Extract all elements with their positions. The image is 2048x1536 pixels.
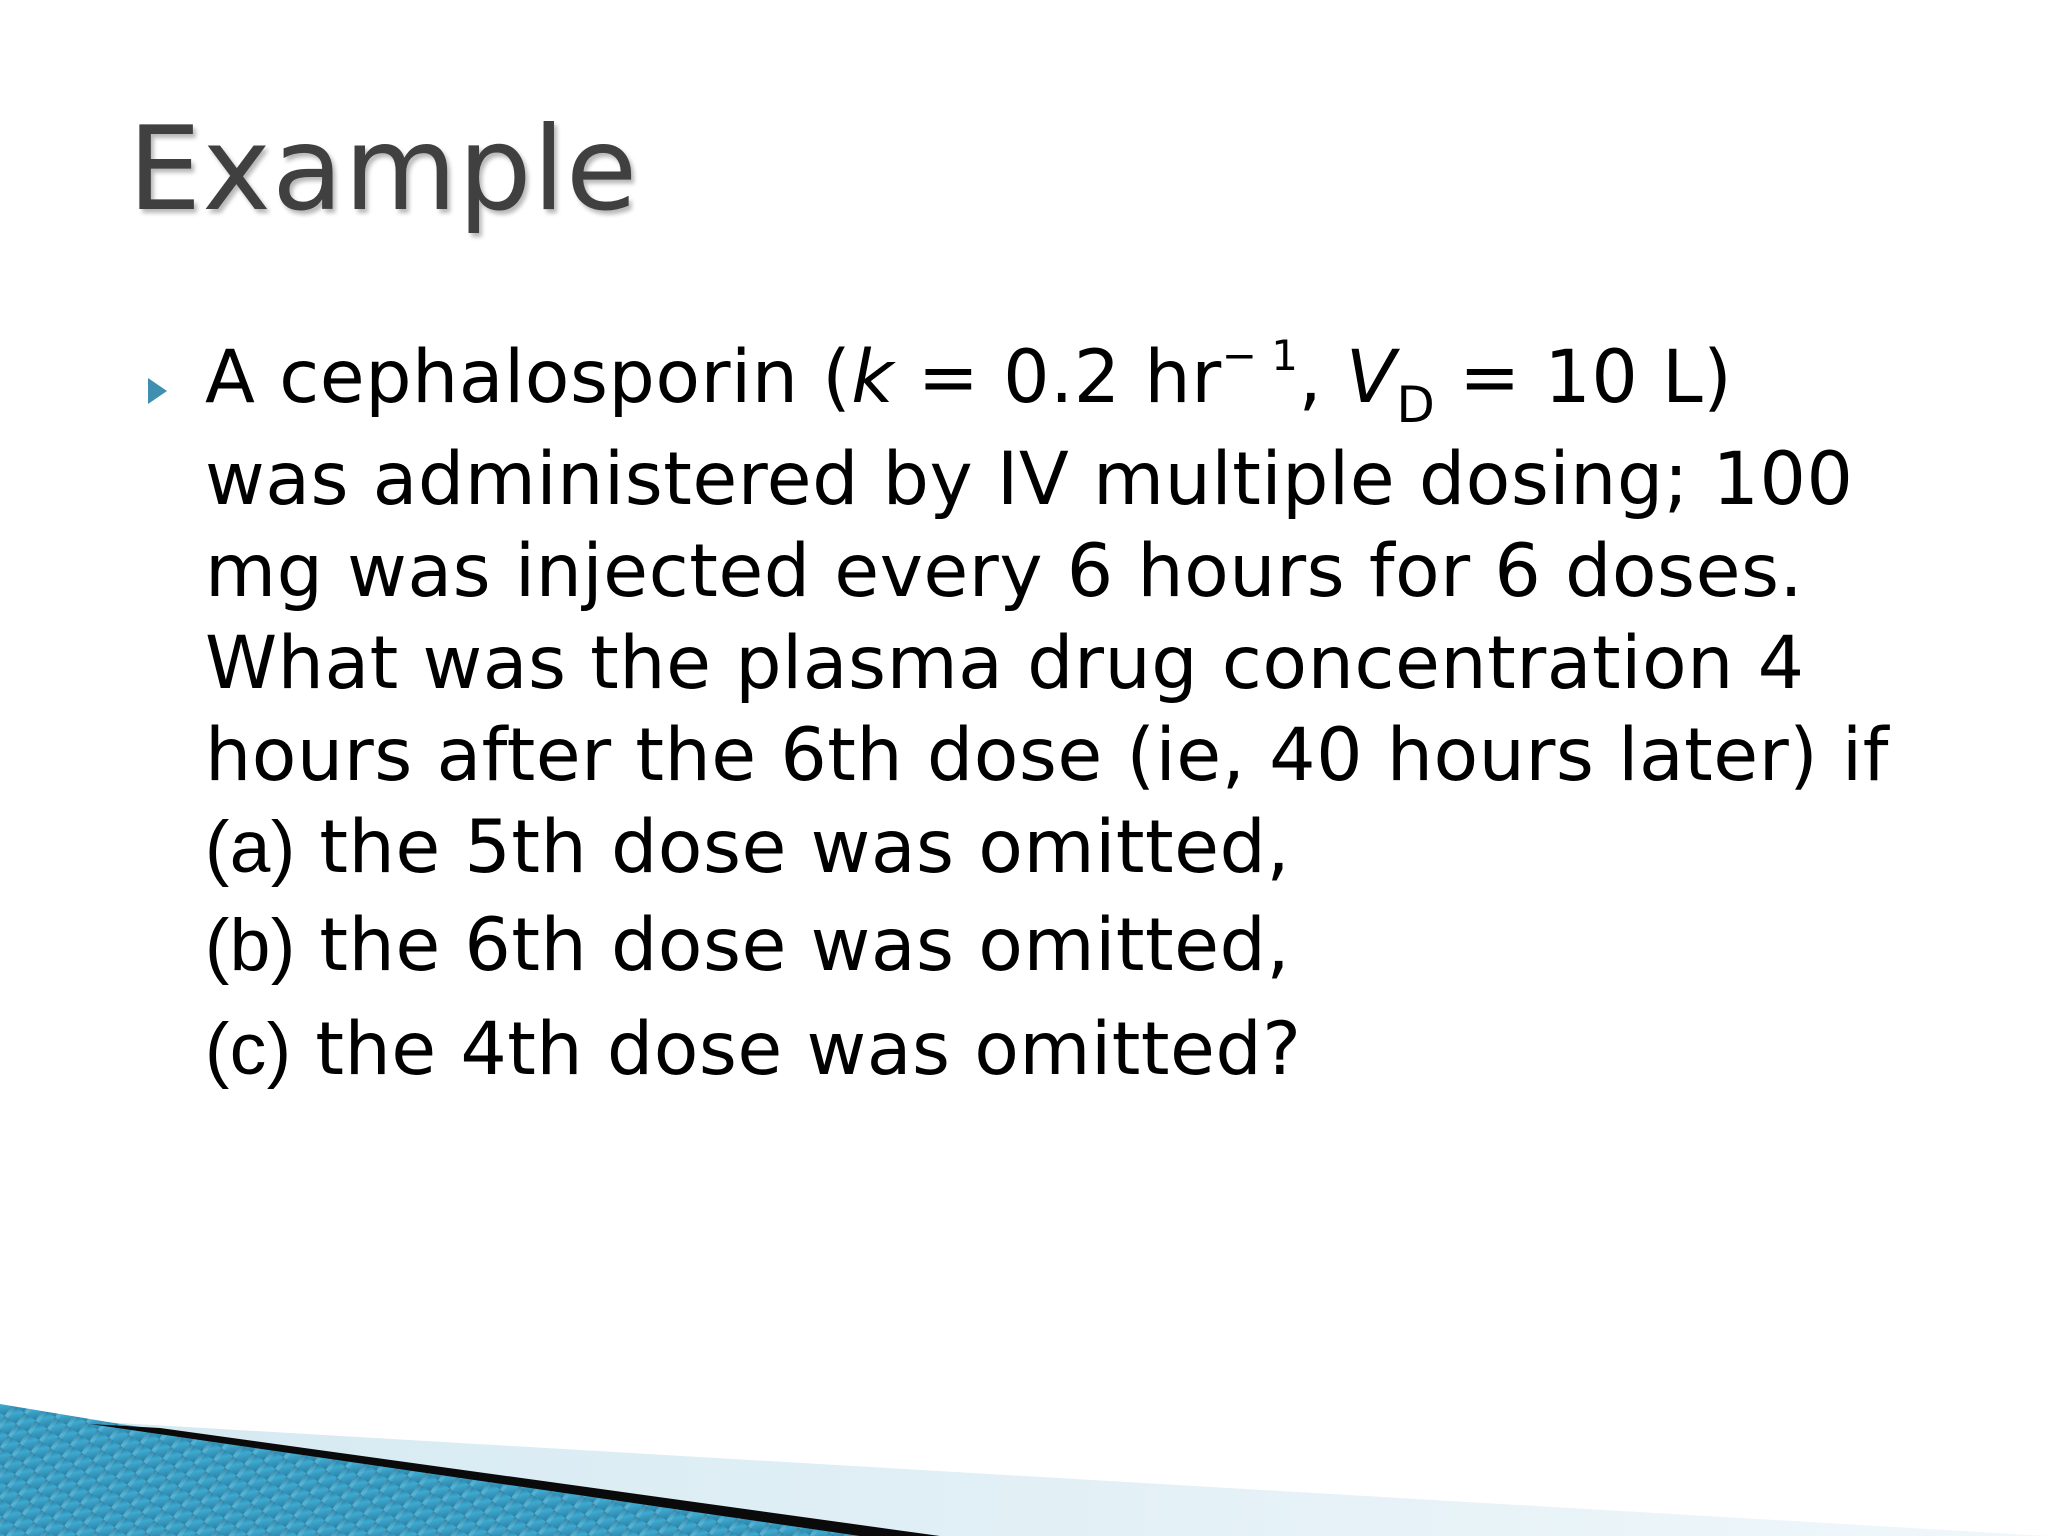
bullet-item: [148, 332, 1948, 802]
unit-exponent: − 1: [1221, 331, 1299, 380]
question-text-segment: A cephalosporin (: [205, 335, 852, 420]
corner-decoration: [0, 1276, 2048, 1536]
slide-title: Example: [128, 102, 639, 237]
question-line-1: [205, 332, 1889, 434]
question-line-2: was administered by IV multiple dosing; 100: [205, 437, 1854, 522]
rate-constant-symbol: k: [851, 335, 895, 420]
question-line-5: hours after the 6th dose (ie, 40 hours later) if: [205, 713, 1889, 798]
question-line-3: mg was injected every 6 hours for 6 doses.: [205, 529, 1804, 614]
option-text: the 5th dose was omitted,: [295, 805, 1291, 890]
question-text-segment: ,: [1298, 335, 1346, 420]
question-text-segment: = 10 L): [1435, 335, 1733, 420]
option-c: [205, 998, 1948, 1102]
question-line-4: What was the plasma drug concentration 4: [205, 621, 1805, 706]
option-letter: (c): [205, 1009, 292, 1090]
option-letter: (a): [205, 807, 296, 888]
volume-symbol: V: [1345, 335, 1397, 420]
option-b: [205, 894, 1948, 998]
option-a: [205, 802, 1948, 894]
volume-subscript: D: [1396, 376, 1436, 434]
option-text: the 6th dose was omitted,: [295, 903, 1291, 988]
question-paragraph: [205, 332, 1889, 802]
option-letter: (b): [205, 905, 296, 986]
triangle-bullet-icon: [148, 378, 167, 404]
options-list: [205, 802, 1948, 1102]
question-text-segment: = 0.2 hr: [894, 335, 1222, 420]
option-text: the 4th dose was omitted?: [291, 1007, 1302, 1092]
slide-content: [148, 332, 1948, 1102]
